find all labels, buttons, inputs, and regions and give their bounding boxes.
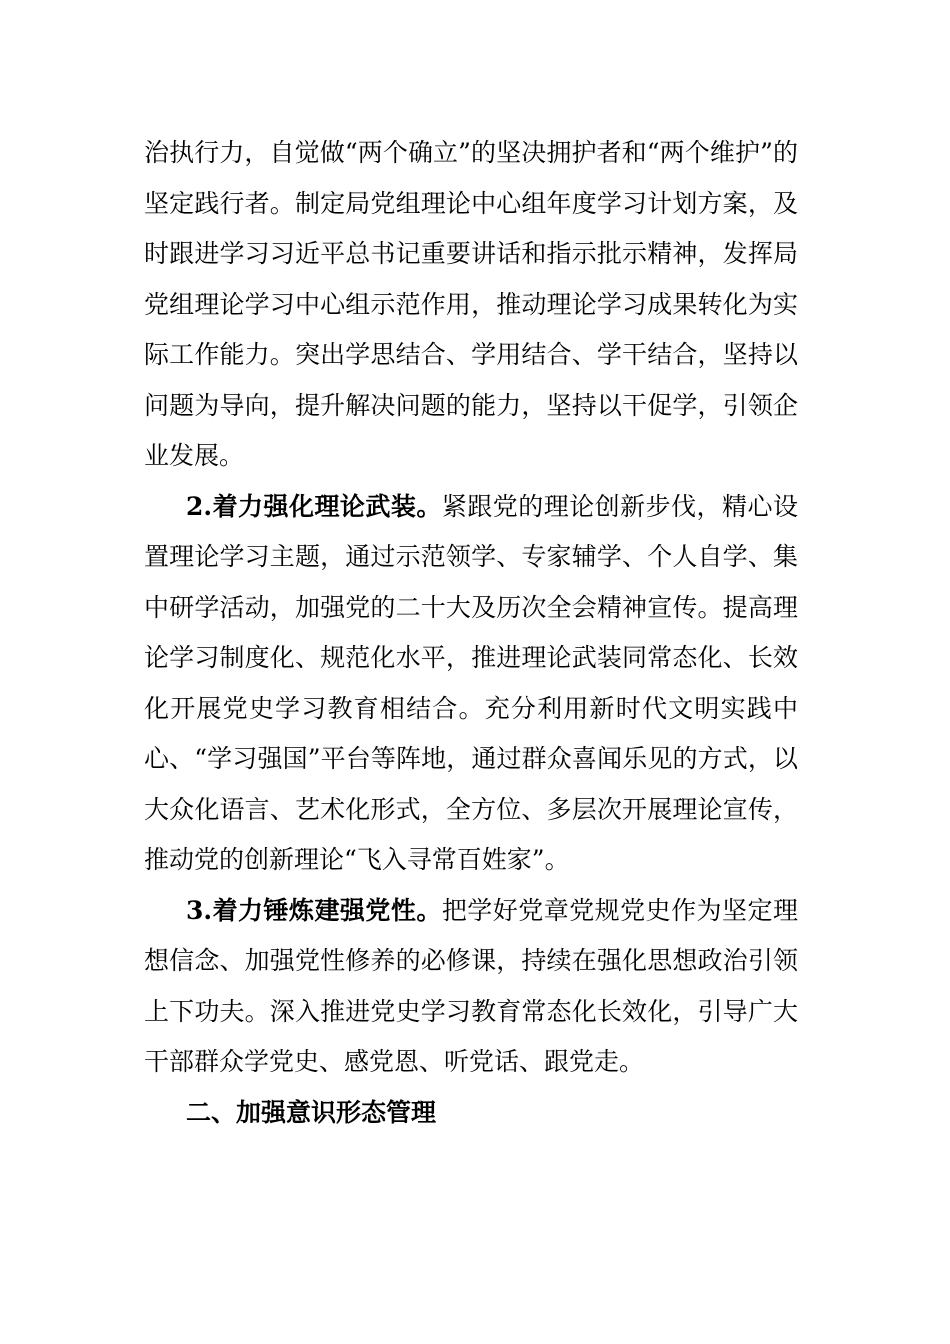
- item-3-body: 把学好党章党规党史作为坚定理想信念、加强党性修养的必修课，持续在强化思想政治引领上下功夫。深入推进党史学习教育常态化长效化，引导广大干部群众学党史、感党恩、听党话、跟党走。: [144, 895, 798, 1076]
- paragraph-item-2: [144, 482, 798, 886]
- paragraph-item-3: [144, 886, 798, 1088]
- paragraph-continuation: 治执行力，自觉做“两个确立”的坚决拥护者和“两个维护”的坚定践行者。制定局党组理论中心组年度学习计划方案，及时跟进学习习近平总书记重要讲话和指示批示精神，发挥局党组理论学习中心组示范作用，推动理论学习成果转化为实际工作能力。突出学思结合、学用结合、学干结合，坚持以问题为导向，提升解决问题的能力，坚持以干促学，引领企业发展。: [144, 138, 798, 470]
- document-body: [144, 128, 798, 1138]
- item-2-lead: 2.着力强化理论武装。: [186, 491, 442, 521]
- item-2-body: 紧跟党的理论创新步伐，精心设置理论学习主题，通过示范领学、专家辅学、个人自学、集中研学活动，加强党的二十大及历次全会精神宣传。提高理论学习制度化、规范化水平，推进理论武装同常态化、长效化开展党史学习教育相结合。充分利用新时代文明实践中心、“学习强国”平台等阵地，通过群众喜闻乐见的方式，以大众化语言、艺术化形式，全方位、多层次开展理论宣传，推动党的创新理论“飞入寻常百姓家”。: [144, 491, 798, 874]
- item-3-lead: 3.着力锤炼建强党性。: [186, 895, 442, 925]
- section-heading: 二、加强意识形态管理: [186, 1097, 437, 1127]
